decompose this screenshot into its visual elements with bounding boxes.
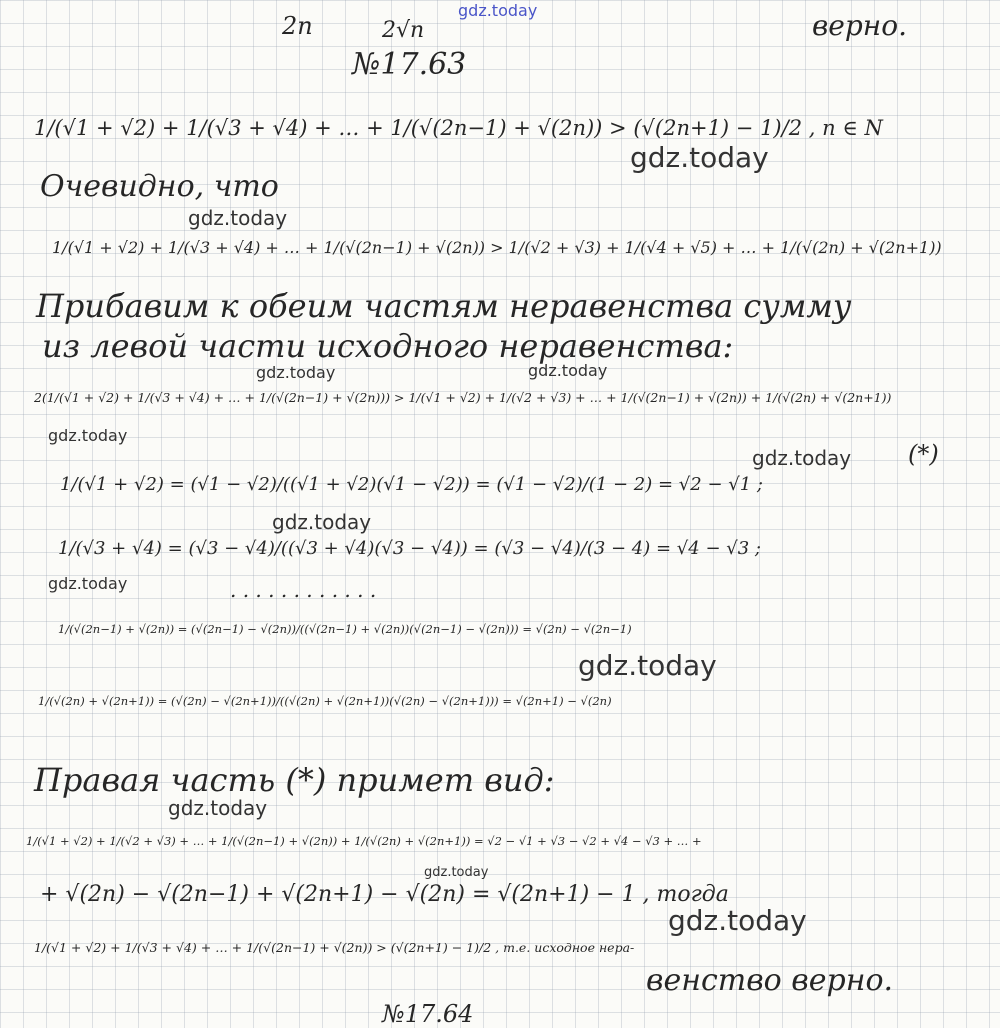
watermark-label: gdz.today — [578, 649, 717, 682]
math-line-rationalize-n1: 1/(√(2n−1) + √(2n)) = (√(2n−1) − √(2n))/((√(2n−1) + √(2n))(√(2n−1) − √(2n))) = √(2n) − √(2n−1) — [58, 622, 632, 636]
math-line-rationalize-2: 1/(√3 + √4) = (√3 − √4)/((√3 + √4)(√3 − √4)) = (√3 − √4)/(3 − 4) = √4 − √3 ; — [58, 538, 761, 559]
math-line-telescoping-sum: 1/(√1 + √2) + 1/(√2 + √3) + … + 1/(√(2n−1) + √(2n)) + 1/(√(2n) + √(2n+1)) = √2 − √1 + √3 − √2 + √4 − √3 + … + — [26, 834, 702, 848]
math-line-comparison: 1/(√1 + √2) + 1/(√3 + √4) + … + 1/(√(2n−1) + √(2n)) > 1/(√2 + √3) + 1/(√4 + √5) + … + 1/(√(2n) + √(2n+1)) — [52, 238, 942, 257]
text-line-right-part: Правая часть (*) примет вид: — [34, 761, 555, 799]
watermark-label: gdz.today — [48, 426, 128, 445]
math-line-rationalize-1: 1/(√1 + √2) = (√1 − √2)/((√1 + √2)(√1 − √2)) = (√1 − √2)/(1 − 2) = √2 − √1 ; — [60, 474, 763, 495]
watermark-label: gdz.today — [48, 574, 128, 593]
math-line-doubled: 2(1/(√1 + √2) + 1/(√3 + √4) + … + 1/(√(2n−1) + √(2n))) > 1/(√1 + √2) + 1/(√2 + √3) + … + 1/(√(2n−1) + √(2n)) + 1/(√(2n) + √(2n+1)) — [34, 390, 892, 405]
math-line-conclusion: 1/(√1 + √2) + 1/(√3 + √4) + … + 1/(√(2n−1) + √(2n)) > (√(2n+1) − 1)/2 , т.е. исходное нера- — [34, 940, 635, 955]
watermark-label: gdz.today — [424, 865, 489, 880]
watermark-top: gdz.today — [458, 1, 538, 20]
watermark-label: gdz.today — [630, 141, 769, 174]
math-line-rationalize-n2: 1/(√(2n) + √(2n+1)) = (√(2n) − √(2n+1))/((√(2n) + √(2n+1))(√(2n) − √(2n+1))) = √(2n+1) − √(2n) — [38, 694, 612, 708]
watermark-label: gdz.today — [752, 446, 852, 470]
watermark-label: gdz.today — [188, 206, 288, 230]
bottom-fragment: №17.64 — [382, 1000, 474, 1028]
math-line-telescoping-result: + √(2n) − √(2n−1) + √(2n+1) − √(2n) = √(2n+1) − 1 , тогда — [40, 882, 729, 907]
math-line-ellipsis: . . . . . . . . . . . . — [230, 578, 377, 602]
watermark-label: gdz.today — [668, 904, 807, 937]
text-line-obviously: Очевидно, что — [40, 169, 279, 204]
watermark-label: gdz.today — [168, 796, 268, 820]
header-fragment-left: 2n — [282, 12, 313, 40]
watermark-label: gdz.today — [528, 361, 608, 380]
header-fragment-right: верно. — [812, 9, 907, 42]
equation-mark: (*) — [908, 440, 939, 468]
header-fragment-mid: 2√n — [382, 18, 425, 43]
problem-number: №17.63 — [352, 47, 467, 82]
text-line-add-sum: Прибавим к обеим частям неравенства сумму — [36, 287, 852, 325]
text-line-from-left: из левой части исходного неравенства: — [42, 327, 734, 365]
watermark-label: gdz.today — [272, 510, 372, 534]
watermark-label: gdz.today — [256, 363, 336, 382]
text-line-inequality-true: венство верно. — [646, 963, 894, 998]
math-line-inequality: 1/(√1 + √2) + 1/(√3 + √4) + … + 1/(√(2n−1) + √(2n)) > (√(2n+1) − 1)/2 , n ∈ N — [34, 116, 883, 140]
